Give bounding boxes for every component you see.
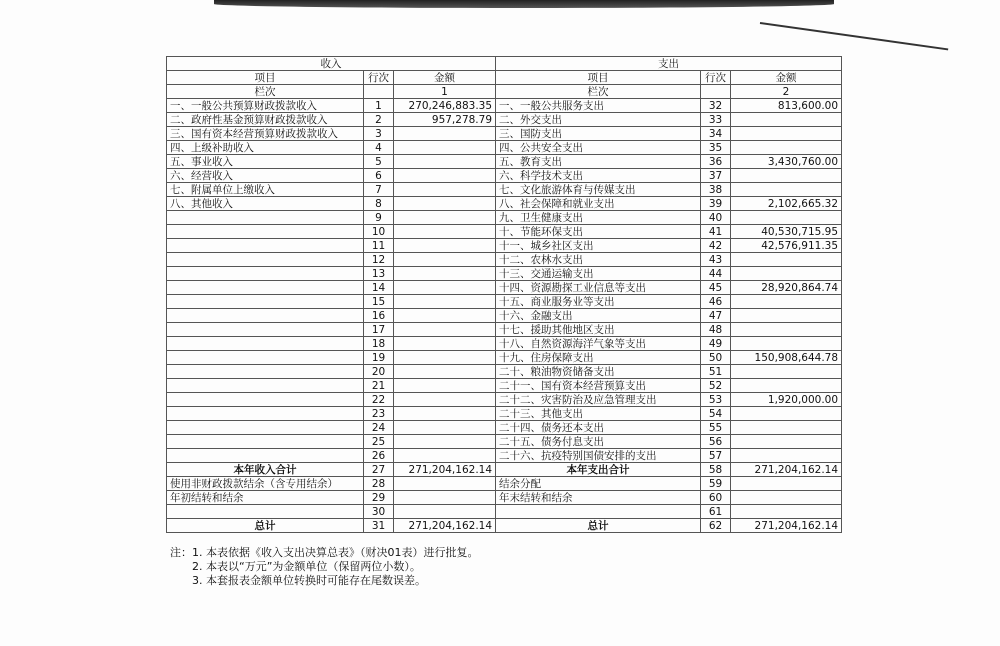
expense-line-cell: 39 [701,197,731,211]
income-item-cell [167,379,364,393]
expense-line-cell: 33 [701,113,731,127]
expense-amount-cell: 271,204,162.14 [731,463,842,477]
income-line-cell: 24 [364,421,394,435]
expense-item-cell: 七、文化旅游体育与传媒支出 [496,183,701,197]
income-line-cell: 1 [364,99,394,113]
income-amount-cell [394,267,496,281]
income-item-cell: 三、国有资本经营预算财政拨款收入 [167,127,364,141]
expense-item-cell: 六、科学技术支出 [496,169,701,183]
page-edge-line [760,22,948,50]
income-line-cell: 12 [364,253,394,267]
table-row [167,337,842,351]
expense-line-blank [701,85,731,99]
income-item-cell [167,309,364,323]
income-line-cell: 8 [364,197,394,211]
footnotes [170,546,479,588]
expense-line-cell: 58 [701,463,731,477]
summary-row [167,491,842,505]
expense-line-cell: 37 [701,169,731,183]
income-line-cell: 2 [364,113,394,127]
expense-item-cell: 十七、援助其他地区支出 [496,323,701,337]
expense-item-cell [496,505,701,519]
income-item-cell [167,225,364,239]
income-amount-cell [394,155,496,169]
income-line-cell: 11 [364,239,394,253]
expense-line-cell: 45 [701,281,731,295]
table-row [167,127,842,141]
expense-line-cell: 61 [701,505,731,519]
expense-amount-cell: 3,430,760.00 [731,155,842,169]
section-header-row [167,57,842,71]
table-row [167,113,842,127]
income-line-cell: 4 [364,141,394,155]
income-item-cell: 使用非财政拨款结余（含专用结余） [167,477,364,491]
income-amount-cell [394,211,496,225]
income-line-blank [364,85,394,99]
income-item-cell [167,505,364,519]
table-row [167,141,842,155]
table-row [167,99,842,113]
income-line-cell: 17 [364,323,394,337]
income-column-number: 1 [394,85,496,99]
income-amount-cell [394,127,496,141]
income-line-cell: 5 [364,155,394,169]
expense-line-cell: 48 [701,323,731,337]
income-item-cell [167,295,364,309]
income-item-cell [167,393,364,407]
expense-line-cell: 47 [701,309,731,323]
expense-amount-cell [731,435,842,449]
table-row [167,407,842,421]
expense-line-cell: 42 [701,239,731,253]
income-item-cell [167,239,364,253]
income-line-cell: 10 [364,225,394,239]
expense-amount-cell [731,337,842,351]
expense-column-label: 栏次 [496,85,701,99]
expense-item-cell: 二十四、债务还本支出 [496,421,701,435]
table-row [167,155,842,169]
expense-item-cell: 二十一、国有资本经营预算支出 [496,379,701,393]
expense-amount-cell [731,323,842,337]
income-line-cell: 27 [364,463,394,477]
expense-item-cell: 二十二、灾害防治及应急管理支出 [496,393,701,407]
expense-amount-header: 金额 [731,71,842,85]
income-amount-cell [394,351,496,365]
income-item-cell: 五、事业收入 [167,155,364,169]
expense-amount-cell [731,379,842,393]
table-row [167,225,842,239]
income-item-cell: 一、一般公共预算财政拨款收入 [167,99,364,113]
income-amount-cell [394,253,496,267]
income-amount-cell: 957,278.79 [394,113,496,127]
income-item-cell [167,337,364,351]
income-amount-cell [394,239,496,253]
income-line-cell: 14 [364,281,394,295]
expense-line-cell: 44 [701,267,731,281]
footnote-3: 3. 本套报表金额单位转换时可能存在尾数误差。 [170,574,426,587]
income-line-cell: 20 [364,365,394,379]
expense-line-cell: 52 [701,379,731,393]
income-amount-cell [394,435,496,449]
income-section-title: 收入 [167,57,496,71]
expense-amount-cell [731,183,842,197]
income-item-cell [167,449,364,463]
expense-item-cell: 二、外交支出 [496,113,701,127]
income-line-cell: 19 [364,351,394,365]
expense-item-cell: 九、卫生健康支出 [496,211,701,225]
table-row [167,421,842,435]
expense-item-cell: 结余分配 [496,477,701,491]
expense-item-cell: 二十五、债务付息支出 [496,435,701,449]
expense-amount-cell: 28,920,864.74 [731,281,842,295]
expense-item-cell: 八、社会保障和就业支出 [496,197,701,211]
footnote-2: 2. 本表以“万元”为金额单位（保留两位小数）。 [170,560,421,573]
table-row [167,309,842,323]
income-item-cell: 二、政府性基金预算财政拨款收入 [167,113,364,127]
income-amount-cell [394,197,496,211]
income-item-cell [167,211,364,225]
table-row [167,183,842,197]
income-line-cell: 3 [364,127,394,141]
income-line-cell: 7 [364,183,394,197]
footnote-1: 注：1. 本表依据《收入支出决算总表》（财决01表）进行批复。 [170,546,479,559]
expense-item-cell: 年末结转和结余 [496,491,701,505]
expense-amount-cell [731,449,842,463]
summary-row [167,477,842,491]
expense-item-cell: 本年支出合计 [496,463,701,477]
expense-item-cell: 十二、农林水支出 [496,253,701,267]
table-row [167,211,842,225]
income-line-cell: 31 [364,519,394,533]
income-item-cell [167,407,364,421]
income-item-cell [167,253,364,267]
income-line-cell: 21 [364,379,394,393]
expense-amount-cell [731,127,842,141]
table-row [167,379,842,393]
table-row [167,365,842,379]
income-item-cell: 七、附属单位上缴收入 [167,183,364,197]
expense-amount-cell [731,113,842,127]
expense-line-cell: 56 [701,435,731,449]
income-item-cell: 八、其他收入 [167,197,364,211]
table-row [167,449,842,463]
income-amount-cell [394,379,496,393]
expense-line-cell: 38 [701,183,731,197]
expense-item-cell: 十一、城乡社区支出 [496,239,701,253]
expense-amount-cell [731,309,842,323]
income-line-cell: 16 [364,309,394,323]
income-item-cell [167,351,364,365]
income-amount-cell [394,337,496,351]
expense-column-number: 2 [731,85,842,99]
expense-line-cell: 60 [701,491,731,505]
column-number-row [167,85,842,99]
expense-item-cell: 一、一般公共服务支出 [496,99,701,113]
income-amount-cell [394,309,496,323]
income-amount-header: 金额 [394,71,496,85]
expense-amount-cell [731,505,842,519]
expense-line-cell: 55 [701,421,731,435]
expense-amount-cell: 1,920,000.00 [731,393,842,407]
expense-item-cell: 二十六、抗疫特别国债安排的支出 [496,449,701,463]
income-amount-cell [394,281,496,295]
expense-amount-cell: 813,600.00 [731,99,842,113]
expense-line-cell: 53 [701,393,731,407]
summary-row [167,463,842,477]
expense-item-cell: 十五、商业服务业等支出 [496,295,701,309]
expense-amount-cell: 271,204,162.14 [731,519,842,533]
income-line-cell: 29 [364,491,394,505]
income-line-cell: 26 [364,449,394,463]
income-amount-cell [394,421,496,435]
expense-line-cell: 51 [701,365,731,379]
expense-amount-cell [731,477,842,491]
expense-item-cell: 三、国防支出 [496,127,701,141]
expense-item-cell: 五、教育支出 [496,155,701,169]
table-row [167,351,842,365]
income-amount-cell: 271,204,162.14 [394,519,496,533]
page-edge-shadow [214,0,834,8]
expense-line-header: 行次 [701,71,731,85]
expense-line-cell: 34 [701,127,731,141]
expense-amount-cell: 2,102,665.32 [731,197,842,211]
expense-amount-cell [731,211,842,225]
table-row [167,197,842,211]
income-amount-cell [394,323,496,337]
income-item-cell [167,365,364,379]
income-line-cell: 9 [364,211,394,225]
income-item-cell [167,421,364,435]
income-line-cell: 13 [364,267,394,281]
income-amount-cell [394,407,496,421]
income-amount-cell [394,141,496,155]
expense-section-title: 支出 [496,57,842,71]
expense-line-cell: 40 [701,211,731,225]
expense-line-cell: 54 [701,407,731,421]
expense-amount-cell [731,295,842,309]
income-item-cell [167,323,364,337]
income-amount-cell [394,225,496,239]
income-amount-cell [394,477,496,491]
expense-line-cell: 46 [701,295,731,309]
income-item-cell: 本年收入合计 [167,463,364,477]
expense-item-cell: 二十三、其他支出 [496,407,701,421]
income-amount-cell [394,295,496,309]
expense-amount-cell: 42,576,911.35 [731,239,842,253]
table-row [167,253,842,267]
income-amount-cell: 270,246,883.35 [394,99,496,113]
table-row [167,323,842,337]
income-line-cell: 18 [364,337,394,351]
expense-amount-cell [731,421,842,435]
expense-item-cell: 二十、粮油物资储备支出 [496,365,701,379]
expense-line-cell: 32 [701,99,731,113]
income-amount-cell [394,169,496,183]
expense-amount-cell [731,141,842,155]
income-amount-cell [394,183,496,197]
table-row [167,239,842,253]
income-line-cell: 22 [364,393,394,407]
income-line-cell: 28 [364,477,394,491]
expense-line-cell: 57 [701,449,731,463]
income-item-header: 项目 [167,71,364,85]
income-amount-cell [394,491,496,505]
expense-item-header: 项目 [496,71,701,85]
income-item-cell: 六、经营收入 [167,169,364,183]
expense-amount-cell [731,169,842,183]
expense-item-cell: 十八、自然资源海洋气象等支出 [496,337,701,351]
income-item-cell: 年初结转和结余 [167,491,364,505]
expense-item-cell: 十四、资源勘探工业信息等支出 [496,281,701,295]
expense-line-cell: 49 [701,337,731,351]
expense-item-cell: 十三、交通运输支出 [496,267,701,281]
income-item-cell: 总计 [167,519,364,533]
income-item-cell [167,435,364,449]
income-line-header: 行次 [364,71,394,85]
expense-item-cell: 十六、金融支出 [496,309,701,323]
income-item-cell [167,281,364,295]
expense-line-cell: 35 [701,141,731,155]
table-row [167,267,842,281]
expense-line-cell: 59 [701,477,731,491]
income-item-cell: 四、上级补助收入 [167,141,364,155]
income-amount-cell [394,365,496,379]
income-line-cell: 6 [364,169,394,183]
table-row [167,435,842,449]
income-line-cell: 30 [364,505,394,519]
table-row [167,295,842,309]
expense-line-cell: 43 [701,253,731,267]
expense-item-cell: 四、公共安全支出 [496,141,701,155]
expense-line-cell: 62 [701,519,731,533]
expense-item-cell: 十九、住房保障支出 [496,351,701,365]
income-amount-cell [394,505,496,519]
expense-amount-cell [731,491,842,505]
income-amount-cell: 271,204,162.14 [394,463,496,477]
expense-amount-cell [731,407,842,421]
expense-amount-cell: 40,530,715.95 [731,225,842,239]
summary-row [167,505,842,519]
summary-row [167,519,842,533]
table-row [167,169,842,183]
income-line-cell: 15 [364,295,394,309]
income-item-cell [167,267,364,281]
expense-amount-cell [731,253,842,267]
income-amount-cell [394,393,496,407]
expense-line-cell: 36 [701,155,731,169]
expense-item-cell: 十、节能环保支出 [496,225,701,239]
income-amount-cell [394,449,496,463]
expense-amount-cell [731,365,842,379]
expense-line-cell: 41 [701,225,731,239]
expense-amount-cell: 150,908,644.78 [731,351,842,365]
expense-line-cell: 50 [701,351,731,365]
budget-table [166,56,842,533]
expense-item-cell: 总计 [496,519,701,533]
income-line-cell: 23 [364,407,394,421]
table-row [167,281,842,295]
income-line-cell: 25 [364,435,394,449]
expense-amount-cell [731,267,842,281]
income-column-label: 栏次 [167,85,364,99]
table-row [167,393,842,407]
column-header-row [167,71,842,85]
